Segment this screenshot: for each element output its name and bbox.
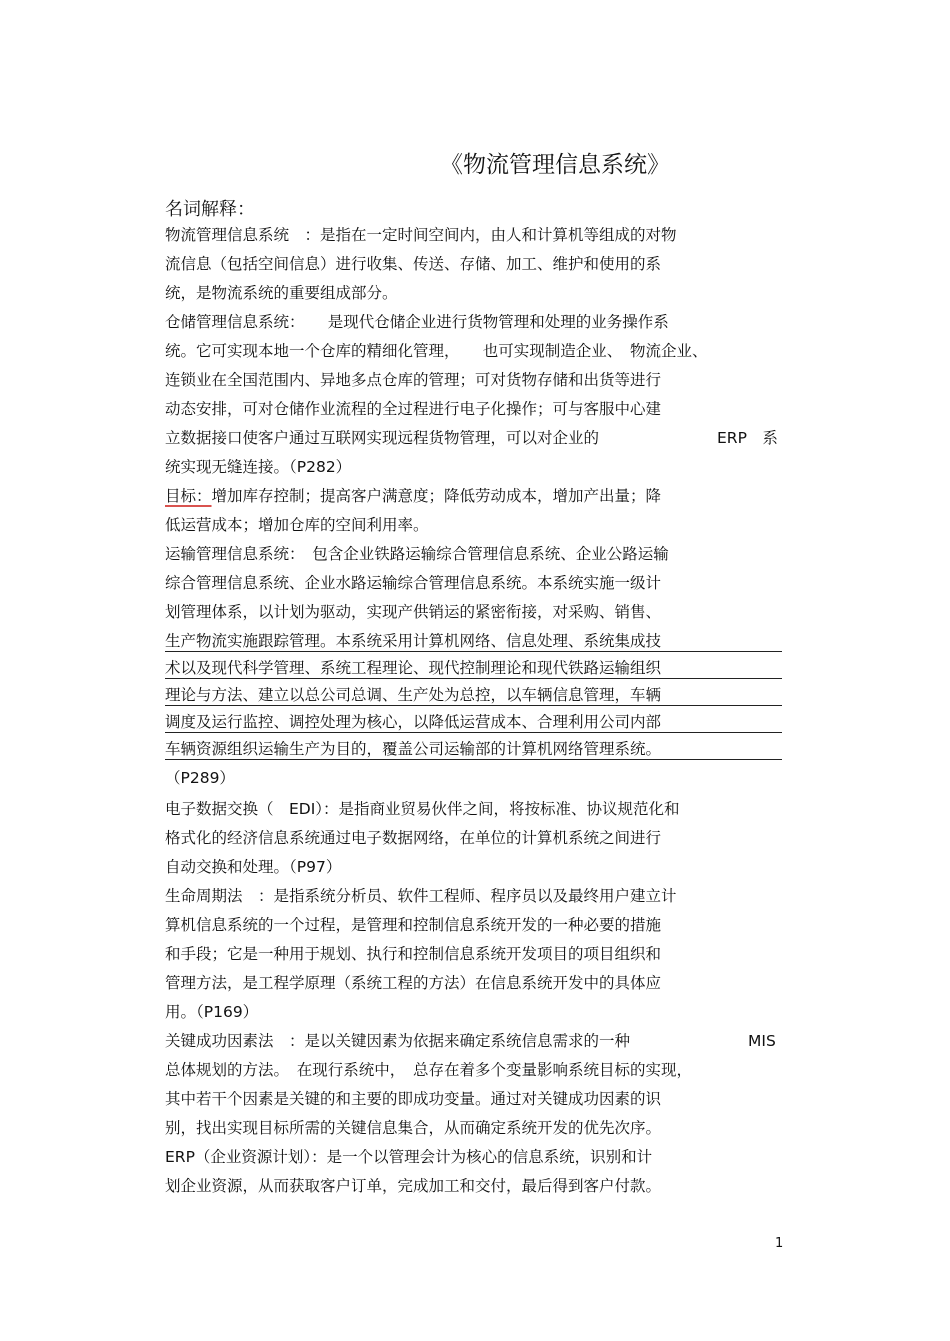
text-line: 生命周期法 ：是指系统分析员、软件工程师、程序员以及最终用户建立计 [165,887,677,905]
text-line: 物流管理信息系统 ：是指在一定时间空间内，由人和计算机等组成的对物 [165,226,677,244]
text-line: （P289） [165,769,235,787]
text-line: 统实现无缝连接。（P282） [165,458,352,476]
text-line: 自动交换和处理。（P97） [165,858,342,876]
text-line: 车辆资源组织运输生产为目的，覆盖公司运输部的计算机网络管理系统。 [165,739,782,760]
text-line: 格式化的经济信息系统通过电子数据网络，在单位的计算机系统之间进行 [165,829,662,847]
text-line: 和手段；它是一种用于规划、执行和控制信息系统开发项目的项目组织和 [165,945,662,963]
text-line: 别，找出实现目标所需的关键信息集合，从而确定系统开发的优先次序。 [165,1119,662,1137]
text-line: 统，是物流系统的重要组成部分。 [165,284,398,302]
text-line: 统。它可实现本地一个仓库的精细化管理， 也可实现制造企业、 物流企业、 [165,342,708,360]
target-label: 目标： [165,487,212,505]
text-line: 划管理体系，以计划为驱动，实现产供销运的紧密衔接，对采购、销售、 [165,603,662,621]
text-line: 划企业资源，从而获取客户订单，完成加工和交付，最后得到客户付款。 [165,1177,662,1195]
target-text: 增加库存控制；提高客户满意度；降低劳动成本，增加产出量；降 [211,487,662,505]
text-line: 理论与方法、建立以总公司总调、生产处为总控，以车辆信息管理，车辆 [165,685,782,706]
section-heading: 名词解释： [165,199,255,220]
text-line: 术以及现代科学管理、系统工程理论、现代控制理论和现代铁路运输组织 [165,658,782,679]
text-line: 仓储管理信息系统： 是现代仓储企业进行货物管理和处理的业务操作系 [165,313,669,331]
text-line: 流信息（包括空间信息）进行收集、传送、存储、加工、维护和使用的系 [165,255,662,273]
text-line: 调度及运行监控、调控处理为核心，以降低运营成本、合理利用公司内部 [165,712,782,733]
text-line: 运输管理信息系统： 包含企业铁路运输综合管理信息系统、企业公路运输 [165,545,669,563]
text-line: 管理方法，是工程学原理（系统工程的方法）在信息系统开发中的具体应 [165,974,662,992]
text-line: 立数据接口使客户通过互联网实现远程货物管理，可以对企业的 [165,429,600,447]
target-line [165,486,661,506]
page-number: 1 [775,1236,784,1251]
mis-tail-text: MIS [748,1032,776,1050]
text-line: 其中若干个因素是关键的和主要的即成功变量。通过对关键成功因素的识 [165,1090,662,1108]
document-title: 《物流管理信息系统》 [440,152,670,178]
text-line: 动态安排，可对仓储作业流程的全过程进行电子化操作；可与客服中心建 [165,400,662,418]
text-line: 连锁业在全国范围内、异地多点仓库的管理；可对货物存储和出货等进行 [165,371,662,389]
text-line: 总体规划的方法。 在现行系统中， 总存在着多个变量影响系统目标的实现， [165,1061,693,1079]
erp-tail-text: ERP 系 [717,429,778,447]
text-line: 用。（P169） [165,1003,259,1021]
text-line: 低运营成本；增加仓库的空间利用率。 [165,516,429,534]
text-line: 生产物流实施跟踪管理。本系统采用计算机网络、信息处理、系统集成技 [165,631,782,652]
text-line: ERP（企业资源计划）：是一个以管理会计为核心的信息系统，识别和计 [165,1148,653,1166]
text-line: 算机信息系统的一个过程，是管理和控制信息系统开发的一种必要的措施 [165,916,662,934]
text-line: 综合管理信息系统、企业水路运输综合管理信息系统。本系统实施一级计 [165,574,662,592]
text-line: 电子数据交换（ EDI）：是指商业贸易伙伴之间，将按标准、协议规范化和 [165,800,680,818]
text-line: 关键成功因素法 ：是以关键因素为依据来确定系统信息需求的一种 [165,1032,631,1050]
